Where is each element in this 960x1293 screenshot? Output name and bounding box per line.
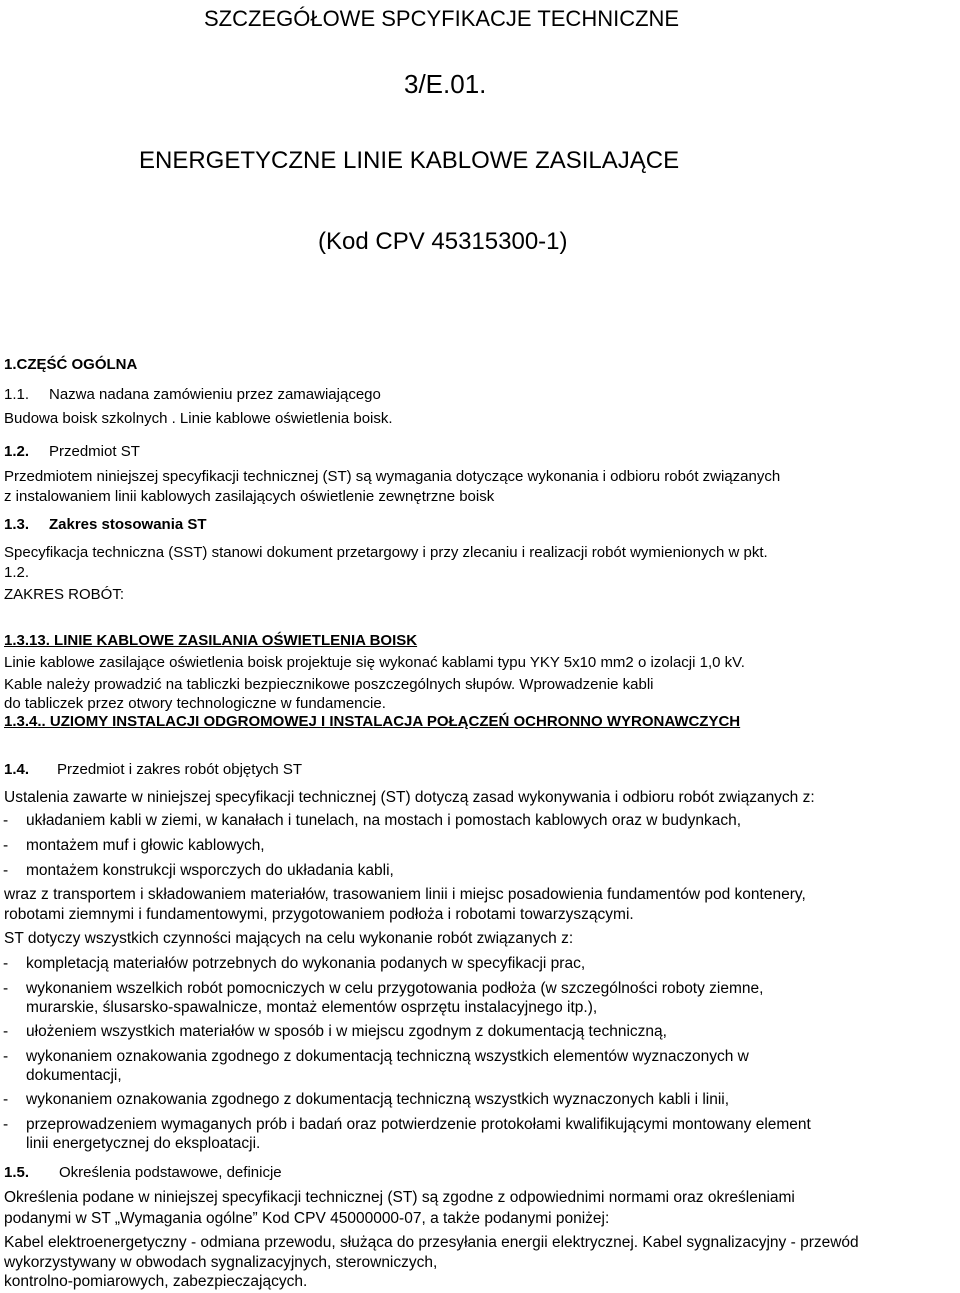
section-number: 1.1. [4,386,30,403]
list-item-text: przeprowadzeniem wymaganych prób i badań oraz potwierdzenie protokołami kwalifikującymi montowany element [26,1116,811,1133]
list-item-text: wykonaniem wszelkich robót pomocniczych w celu przygotowania podłoża (w szczególności roboty ziemne, [26,980,764,997]
list-dash: - [3,1091,9,1108]
list-item-text: kompletacją materiałów potrzebnych do wykonania podanych w specyfikacji prac, [26,955,586,972]
section-number: 1.4. [4,761,30,778]
section-1-3-text-line: Specyfikacja techniczna (SST) stanowi dokument przetargowy i przy zlecaniu i realizacji robót wymienionych w pkt. [4,544,768,561]
list-item-text: wykonaniem oznakowania zgodnego z dokumentacją techniczną wszystkich elementów wyznaczonych w [26,1048,749,1065]
list-dash: - [3,980,9,997]
list-item-text: ułożeniem wszystkich materiałów w sposób i w miejscu zgodnym z dokumentacją techniczną, [26,1023,667,1040]
list-item-text: montażem konstrukcji wsporczych do układania kabli, [26,862,394,879]
list-dash: - [3,812,9,829]
paragraph-line: kontrolno-pomiarowych, zabezpieczających. [4,1273,308,1290]
section-number: 1.5. [4,1164,30,1181]
spec-code: 3/E.01. [404,69,487,99]
paragraph-line: podanymi w ST „Wymagania ogólne” Kod CPV 45000000-07, a także podanymi poniżej: [4,1210,610,1227]
paragraph-line: Określenia podane w niniejszej specyfikacji technicznej (ST) są zgodne z odpowiednimi normami oraz określeniami [4,1189,795,1206]
section-number: 1.3. [4,516,30,533]
list-dash: - [3,955,9,972]
cpv-code: (Kod CPV 45315300-1) [318,228,568,255]
list-item-text: montażem muf i głowic kablowych, [26,837,265,854]
list-item-text: układaniem kabli w ziemi, w kanałach i tunelach, na mostach i pomostach kablowych oraz w budynkach, [26,812,742,829]
section-number: 1.2. [4,443,30,460]
list-item-continuation: dokumentacji, [26,1067,122,1084]
spec-name: ENERGETYCZNE LINIE KABLOWE ZASILAJĄCE [139,147,680,174]
section-1-2-text-line: z instalowaniem linii kablowych zasilających oświetlenie zewnętrzne boisk [4,488,495,505]
section-1-3-13-text-line: do tabliczek przez otwory technologiczne w fundamencie. [4,695,386,712]
section-1-3-4-heading: 1.3.4.. UZIOMY INSTALACJI ODGROMOWEJ I INSTALACJA POŁĄCZEŃ OCHRONNO WYRONAWCZYCH [4,713,741,730]
scope-heading: ZAKRES ROBÓT: [4,586,125,603]
section-heading-general: 1.CZĘŚĆ OGÓLNA [4,356,138,373]
paragraph-line: ST dotyczy wszystkich czynności mających na celu wykonanie robót związanych z: [4,930,574,947]
section-1-2-text-line: Przedmiotem niniejszej specyfikacji technicznej (ST) są wymagania dotyczące wykonania i odbioru robót związanych [4,468,781,485]
paragraph-line: robotami ziemnymi i fundamentowymi, przygotowaniem podłoża i robotami towarzyszącymi. [4,906,634,923]
list-item-continuation: murarskie, ślusarsko-spawalnicze, montaż elementów osprzętu instalacyjnego itp.), [26,999,598,1016]
section-1-1-heading [4,386,381,403]
list-dash: - [3,837,9,854]
section-1-1-text: Budowa boisk szkolnych . Linie kablowe oświetlenia boisk. [4,410,393,427]
section-1-5-heading [4,1164,282,1181]
list-dash: - [3,862,9,879]
paragraph-line: Kabel elektroenergetyczny - odmiana przewodu, służąca do przesyłania energii elektrycznej. Kabel sygnalizacyjny - przewód [4,1234,859,1251]
list-dash: - [3,1048,9,1065]
paragraph-line: wykorzystywany w obwodach sygnalizacyjnych, sterowniczych, [4,1254,438,1271]
section-1-3-13-text-line: Linie kablowe zasilające oświetlenia boisk projektuje się wykonać kablami typu YKY 5x10 mm2 o izolacji 1,0 kV. [4,654,745,671]
list-dash: - [3,1023,9,1040]
section-title: Nazwa nadana zamówieniu przez zamawiającego [49,386,381,403]
section-1-3-heading [4,516,207,533]
section-1-4-intro: Ustalenia zawarte w niniejszej specyfikacji technicznej (ST) dotyczą zasad wykonywania i odbioru robót związanych z: [4,789,815,806]
list-item-text: wykonaniem oznakowania zgodnego z dokumentacją techniczną wszystkich wyznaczonych kabli i linii, [26,1091,730,1108]
section-1-2-heading [4,443,140,460]
section-1-3-13-heading: 1.3.13. LINIE KABLOWE ZASILANIA OŚWIETLENIA BOISK [4,632,418,649]
list-dash: - [3,1116,9,1133]
section-1-3-13-text-line: Kable należy prowadzić na tabliczki bezpiecznikowe poszczególnych słupów. Wprowadzenie kabli [4,676,654,693]
list-item-continuation: linii energetycznej do eksploatacji. [26,1135,261,1152]
section-title: Przedmiot ST [49,443,140,460]
section-title: Przedmiot i zakres robót objętych ST [57,761,303,778]
paragraph-line: wraz z transportem i składowaniem materiałów, trasowaniem linii i miejsc posadowienia fundamentów pod kontenery, [4,886,806,903]
document-title: SZCZEGÓŁOWE SPCYFIKACJE TECHNICZNE [204,6,680,31]
section-title: Określenia podstawowe, definicje [59,1164,282,1181]
section-title: Zakres stosowania ST [49,516,207,533]
section-1-4-heading [4,761,302,778]
section-1-3-text-line: 1.2. [4,564,30,581]
